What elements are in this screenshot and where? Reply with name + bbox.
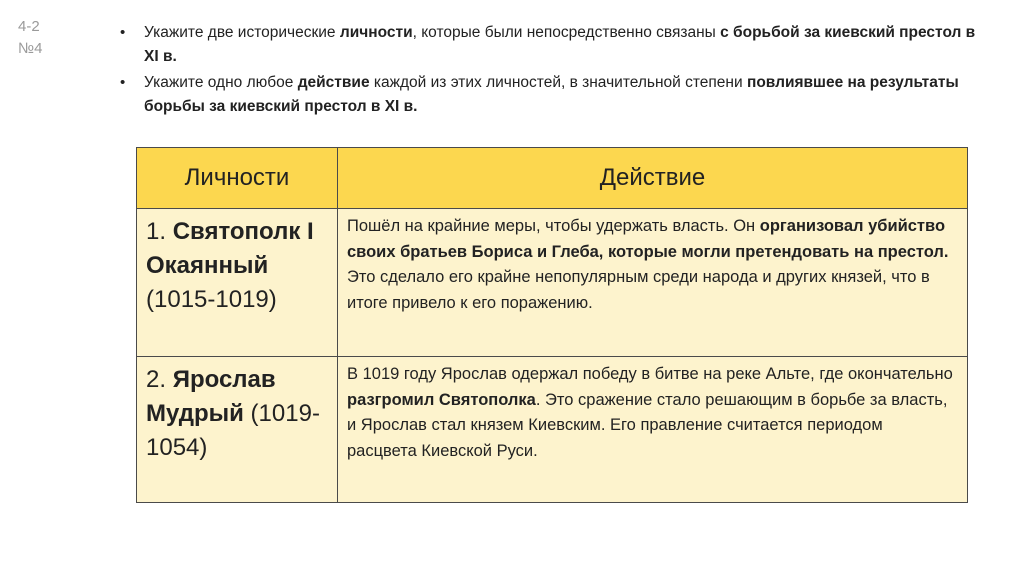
task-bullets	[118, 21, 988, 121]
action-1-text-1: Пошёл на крайние меры, чтобы удержать власть. Он	[347, 217, 760, 235]
person-cell-1	[137, 209, 338, 357]
bullet-1-text: Укажите две исторические	[144, 24, 340, 41]
person-1-number: 1.	[146, 218, 173, 245]
slide-number-line-1: 4-2	[18, 18, 40, 35]
bullet-item-1	[118, 21, 988, 69]
table-row	[137, 209, 968, 357]
action-2-emphasis: разгромил Святополка	[347, 390, 536, 409]
bullet-1-keyword: личности	[339, 24, 413, 41]
slide-number-line-2: №4	[18, 40, 43, 57]
action-1-emphasis: организовал убийство своих братьев Бориса и Глеба, которые могли претендовать на престол.	[347, 217, 949, 261]
header-persons: Личности	[137, 148, 338, 209]
bullet-2-emphasis: повлиявшее на результаты борьбы за киевский престол в XI в.	[144, 74, 959, 115]
action-cell-2	[338, 357, 968, 503]
header-action: Действие	[338, 148, 968, 209]
bullet-item-2	[118, 71, 988, 119]
slide-number	[18, 16, 42, 60]
person-2-number: 2.	[146, 366, 173, 393]
person-1-name: Святополк I Окаянный	[146, 218, 314, 279]
person-1-years: (1015-1019)	[146, 286, 277, 313]
action-2-text-2: . Это сражение стало решающим в борьбе за власть, и Ярослав стал князем Киевским. Его правление считается периодом расцвета Киевской Руси.	[347, 390, 948, 460]
person-cell-2	[137, 357, 338, 503]
bullet-2-keyword: действие	[297, 74, 370, 91]
bullet-1-emphasis: с борьбой за киевский престол в XI в.	[144, 24, 976, 65]
bullet-2-text: Укажите одно любое	[144, 74, 298, 91]
table-header-row	[137, 148, 968, 209]
bullet-2-text-2: каждой из этих личностей, в значительной степени	[369, 74, 747, 91]
answer-table	[136, 147, 968, 503]
action-1-text-2: Это сделало его крайне непопулярным среди народа и других князей, что в итоге привело к его поражению.	[347, 268, 930, 312]
action-2-text-1: В 1019 году Ярослав одержал победу в битве на реке Альте, где окончательно	[347, 365, 953, 383]
bullet-1-text-2: , которые были непосредственно связаны	[412, 24, 721, 41]
table-row	[137, 357, 968, 503]
person-2-years: (1019-1054)	[146, 400, 320, 461]
person-2-name: Ярослав Мудрый	[146, 366, 276, 427]
action-cell-1	[338, 209, 968, 357]
